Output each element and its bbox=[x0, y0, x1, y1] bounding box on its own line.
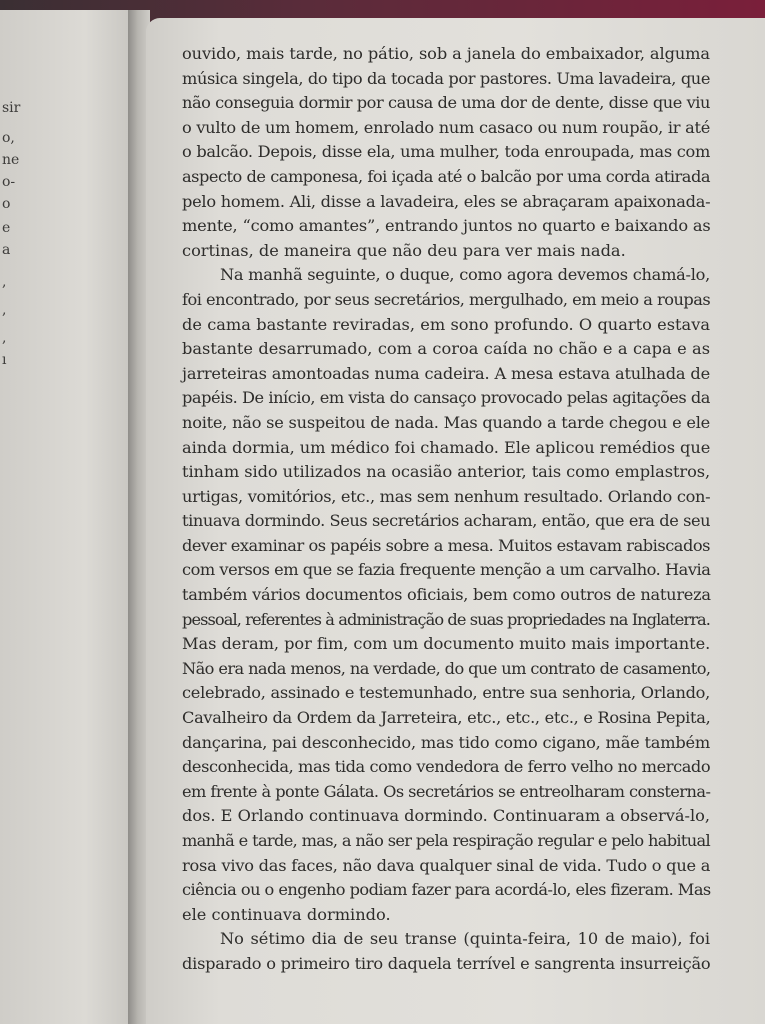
paragraph bbox=[182, 927, 710, 976]
text-line: mente, “como amantes”, entrando juntos no quarto e baixando as bbox=[182, 216, 711, 236]
text-line: dos. E Orlando continuava dormindo. Continuaram a observá-lo, bbox=[182, 806, 710, 826]
text-line: tinham sido utilizados na ocasião anterior, tais como emplastros, bbox=[182, 462, 711, 482]
left-page-fragment: a bbox=[2, 242, 11, 258]
text-line: Cavalheiro da Ordem da Jarreteira, etc., etc., etc., e Rosina Pepita, bbox=[182, 708, 711, 728]
left-page-fragment: o, bbox=[2, 130, 15, 146]
text-line: ciência ou o engenho podiam fazer para acordá-lo, eles fizeram. Mas bbox=[182, 880, 711, 900]
left-page-fragment: , bbox=[2, 274, 7, 290]
text-line: dançarina, pai desconhecido, mas tido como cigano, mãe também bbox=[182, 732, 710, 752]
text-line: noite, não se suspeitou de nada. Mas quando a tarde chegou e ele bbox=[182, 412, 710, 432]
text-line: foi encontrado, por seus secretários, mergulhado, em meio a roupas bbox=[182, 289, 711, 309]
page-text bbox=[182, 42, 710, 977]
text-line: rosa vivo das faces, não dava qualquer sinal de vida. Tudo o que a bbox=[182, 855, 711, 875]
text-line: bastante desarrumado, com a coroa caída no chão e a capa e as bbox=[182, 339, 710, 359]
text-line: aspecto de camponesa, foi içada até o balcão por uma corda atirada bbox=[182, 166, 710, 186]
text-line: música singela, do tipo da tocada por pastores. Uma lavadeira, que bbox=[182, 68, 710, 88]
paragraph bbox=[182, 263, 710, 927]
text-line: cortinas, de maneira que não deu para ver mais nada. bbox=[182, 240, 626, 260]
text-line: pelo homem. Ali, disse a lavadeira, eles se abraçaram apaixonada- bbox=[182, 191, 711, 211]
text-line: celebrado, assinado e testemunhado, entre sua senhoria, Orlando, bbox=[182, 683, 710, 703]
text-line: dever examinar os papéis sobre a mesa. Muitos estavam rabiscados bbox=[182, 535, 710, 555]
left-page-fragment: e bbox=[2, 220, 11, 236]
left-page bbox=[0, 10, 142, 1024]
text-line: desconhecida, mas tida como vendedora de ferro velho no mercado bbox=[182, 757, 711, 777]
text-line: urtigas, vomitórios, etc., mas sem nenhum resultado. Orlando con- bbox=[182, 486, 711, 506]
text-line: jarreteiras amontoadas numa cadeira. A mesa estava atulhada de bbox=[182, 363, 710, 383]
left-page-fragment: ne bbox=[2, 152, 20, 168]
paragraph bbox=[182, 42, 710, 263]
text-line: também vários documentos oficiais, bem como outros de natureza bbox=[182, 585, 711, 605]
text-line: pessoal, referentes à administração de suas propriedades na Inglaterra. bbox=[182, 609, 710, 629]
text-line: Não era nada menos, na verdade, do que um contrato de casamento, bbox=[182, 658, 711, 678]
text-line: de cama bastante reviradas, em sono profundo. O quarto estava bbox=[182, 314, 710, 334]
text-line: papéis. De início, em vista do cansaço provocado pelas agitações da bbox=[182, 388, 710, 408]
text-line: Na manhã seguinte, o duque, como agora devemos chamá-lo, bbox=[220, 265, 710, 285]
text-line: com versos em que se fazia frequente menção a um carvalho. Havia bbox=[182, 560, 711, 580]
text-line: não conseguia dormir por causa de uma dor de dente, disse que viu bbox=[182, 93, 710, 113]
text-line: o vulto de um homem, enrolado num casaco ou num roupão, ir até bbox=[182, 117, 710, 137]
text-line: disparado o primeiro tiro daquela terrível e sangrenta insurreição bbox=[182, 953, 711, 973]
text-line: o balcão. Depois, disse ela, uma mulher, toda enroupada, mas com bbox=[182, 142, 710, 162]
left-page-fragment: o- bbox=[2, 174, 16, 190]
left-page-fragment: sir bbox=[2, 100, 21, 116]
text-line: No sétimo dia de seu transe (quinta-feira, 10 de maio), foi bbox=[220, 929, 710, 949]
left-page-fragment: , bbox=[2, 302, 7, 318]
text-line: ouvido, mais tarde, no pátio, sob a janela do embaixador, alguma bbox=[182, 44, 710, 63]
text-line: ele continuava dormindo. bbox=[182, 904, 391, 924]
text-line: ainda dormia, um médico foi chamado. Ele aplicou remédios que bbox=[182, 437, 711, 457]
text-line: tinuava dormindo. Seus secretários acharam, então, que era de seu bbox=[182, 511, 711, 531]
left-page-fragment: o bbox=[2, 196, 11, 212]
text-line: em frente à ponte Gálata. Os secretários se entreolharam consterna- bbox=[182, 781, 711, 801]
text-line: manhã e tarde, mas, a não ser pela respiração regular e pelo habitual bbox=[182, 831, 710, 850]
left-page-fragment: ı bbox=[2, 352, 7, 368]
text-line: Mas deram, por fim, com um documento muito mais importante. bbox=[182, 634, 711, 654]
left-page-fragment: , bbox=[2, 330, 7, 346]
